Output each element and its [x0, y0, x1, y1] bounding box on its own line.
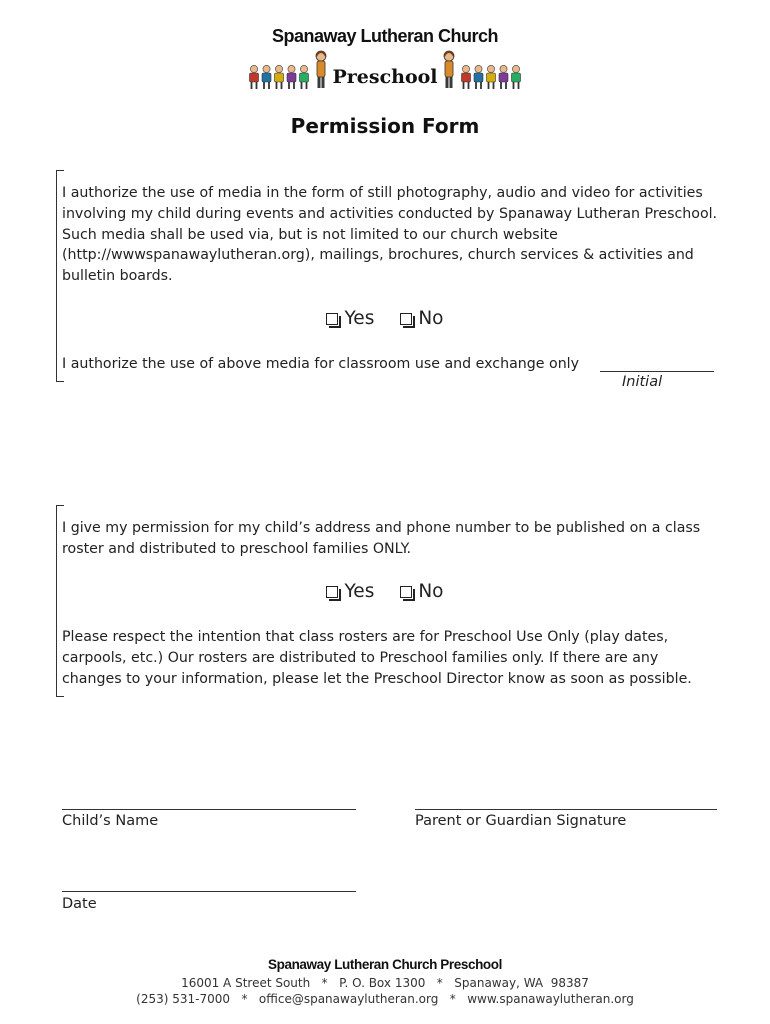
- media-yes-option[interactable]: [326, 308, 374, 329]
- teacher-figure-right: [442, 50, 456, 90]
- media-consent-options: [0, 308, 770, 329]
- roster-note-paragraph: Please respect the intention that class rosters are for Preschool Use Only (play dates, carpools, etc.) Our rosters are distributed to Preschool families only. If there are any changes to your information, please let the Preschool Director know as soon as possible.: [62, 629, 692, 687]
- preschool-logo: [0, 48, 770, 90]
- child-figure: [250, 65, 259, 89]
- children-illustration-right: [460, 64, 522, 90]
- teacher-figure-left: [314, 50, 328, 90]
- media-no-option[interactable]: [400, 308, 443, 329]
- child-figure: [275, 65, 284, 89]
- parent-signature-label: Parent or Guardian Signature: [415, 813, 627, 829]
- media-yes-label: Yes: [344, 308, 375, 329]
- roster-yes-checkbox[interactable]: [326, 586, 338, 598]
- children-illustration-left: [248, 64, 310, 90]
- child-figure: [499, 65, 508, 89]
- roster-yes-option[interactable]: [326, 581, 374, 602]
- media-no-checkbox[interactable]: [400, 313, 412, 325]
- page-title: Permission Form: [290, 114, 480, 138]
- child-name-label: Child’s Name: [62, 813, 159, 829]
- parent-signature-field[interactable]: [415, 808, 717, 810]
- logo-preschool-word: Preschool: [332, 66, 438, 88]
- media-consent-paragraph: I authorize the use of media in the form of still photography, audio and video for activities involving my child during events and activities conducted by Spanaway Lutheran Preschool. Such media shall be used via, but is not limited to our church website (http://wwwspanawaylutheran.org), mailings, brochures, church services & activities and bulletin boards.: [62, 185, 718, 285]
- footer-contact: (253) 531-7000 * office@spanawaylutheran.org * www.spanawaylutheran.org: [136, 992, 634, 1006]
- media-no-label: No: [418, 308, 444, 329]
- child-figure: [300, 65, 309, 89]
- roster-no-checkbox[interactable]: [400, 586, 412, 598]
- media-yes-checkbox[interactable]: [326, 313, 338, 325]
- church-name: Spanaway Lutheran Church: [271, 26, 499, 46]
- classroom-use-text: I authorize the use of above media for classroom use and exchange only: [62, 356, 580, 372]
- child-figure: [511, 65, 520, 89]
- date-field[interactable]: [62, 890, 356, 892]
- roster-consent-options: [0, 581, 770, 602]
- child-name-field[interactable]: [62, 808, 356, 810]
- roster-yes-label: Yes: [344, 581, 375, 602]
- child-figure: [474, 65, 483, 89]
- footer-org-name: Spanaway Lutheran Church Preschool: [268, 957, 502, 972]
- child-figure: [287, 65, 296, 89]
- child-figure: [486, 65, 495, 89]
- roster-no-option[interactable]: [400, 581, 443, 602]
- initial-field[interactable]: [600, 370, 714, 372]
- date-label: Date: [62, 896, 97, 912]
- roster-no-label: No: [418, 581, 444, 602]
- footer-address: 16001 A Street South * P. O. Box 1300 * Spanaway, WA 98387: [181, 976, 589, 990]
- child-figure: [262, 65, 271, 89]
- roster-consent-paragraph: I give my permission for my child’s address and phone number to be published on a class roster and distributed to preschool families ONLY.: [62, 520, 701, 557]
- child-figure: [461, 65, 470, 89]
- initial-label: Initial: [622, 374, 663, 390]
